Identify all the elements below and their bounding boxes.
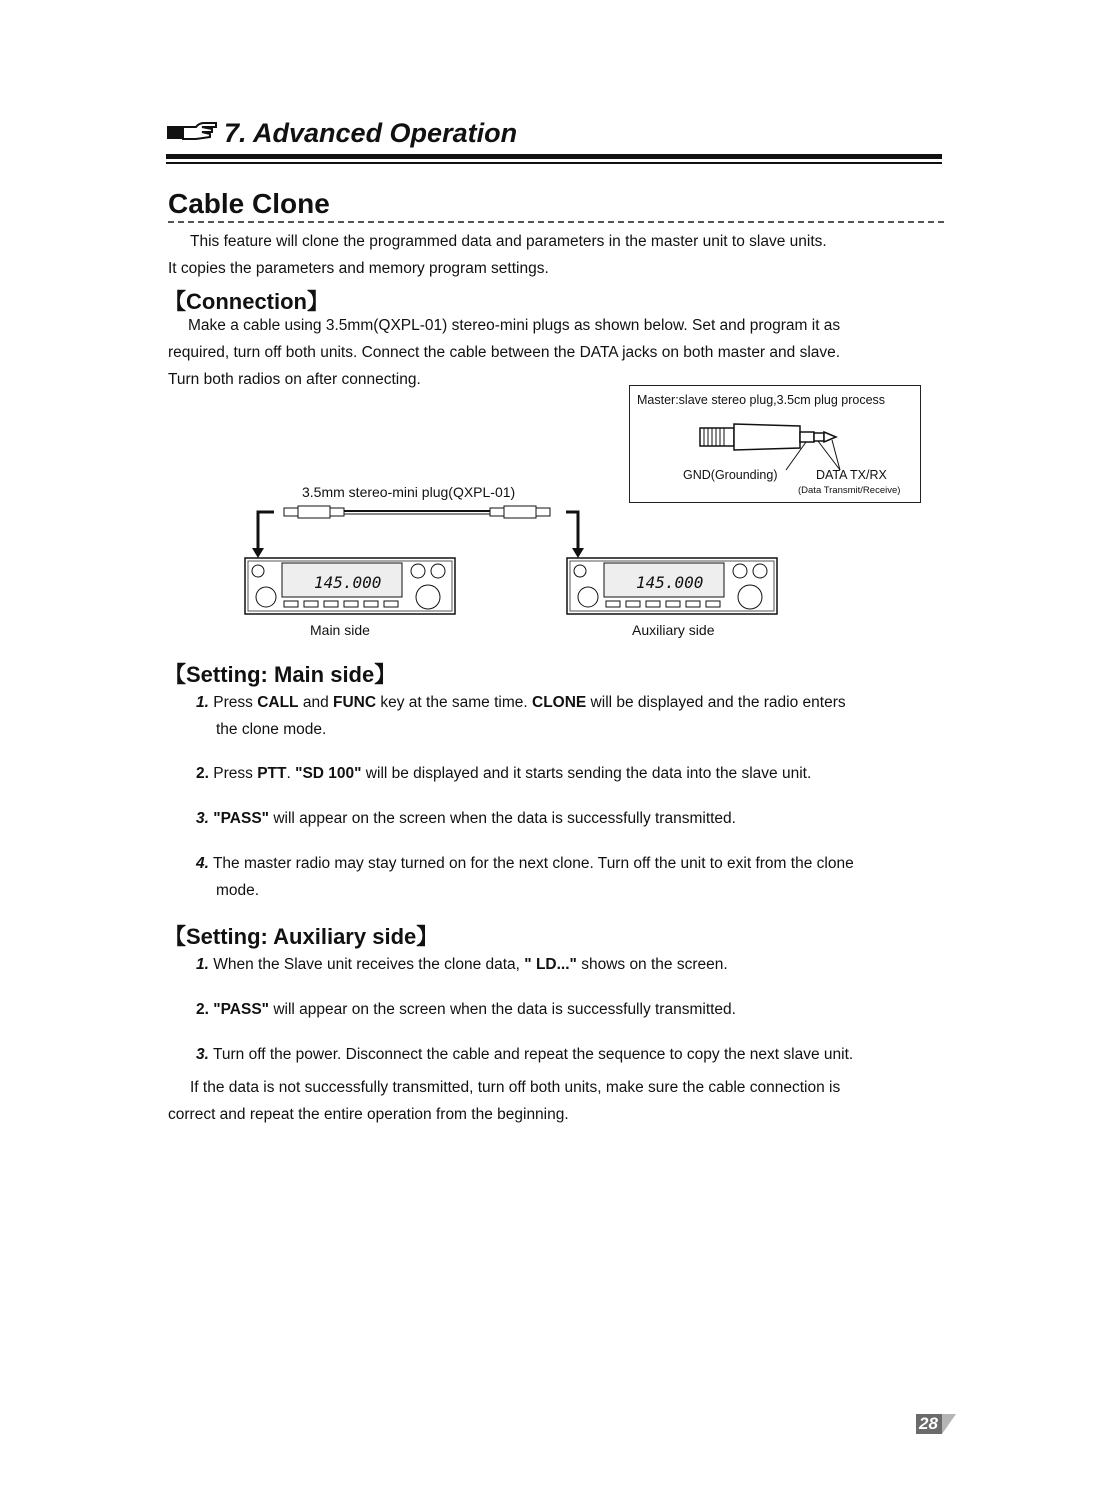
note-line: If the data is not successfully transmitted, turn off both units, make sure the cable connection is <box>190 1079 841 1096</box>
cable-label: 3.5mm stereo-mini plug(QXPL-01) <box>302 484 516 500</box>
page-number-text: 28 <box>919 1414 938 1433</box>
intro-paragraph <box>168 228 958 282</box>
aux-side-label: Auxiliary side <box>632 622 715 638</box>
section-divider <box>168 221 944 223</box>
header-rule <box>166 154 942 159</box>
main-step-3: 3. "PASS" will appear on the screen when the data is successfully transmitted. <box>196 810 736 827</box>
pointing-hand-icon <box>166 119 218 150</box>
intro-line: It copies the parameters and memory program settings. <box>168 260 549 277</box>
aux-radio <box>566 557 778 615</box>
data-sublabel: (Data Transmit/Receive) <box>798 485 901 496</box>
plug-box-title: Master:slave stereo plug,3.5cm plug process <box>637 393 886 407</box>
plug-diagram-box <box>629 385 921 503</box>
gnd-label: GND(Grounding) <box>683 468 778 482</box>
main-step-4: 4. The master radio may stay turned on for the next clone. Turn off the unit to exit from the clone mode. <box>196 855 854 899</box>
header-rule-thin <box>166 162 942 164</box>
connection-line: Make a cable using 3.5mm(QXPL-01) stereo-mini plugs as shown below. Set and program it as <box>188 317 841 334</box>
stereo-plug-icon <box>690 416 850 471</box>
page-number <box>916 1411 956 1437</box>
main-radio <box>244 557 456 615</box>
main-radio-display: 145.000 <box>314 573 382 592</box>
connection-paragraph <box>168 312 958 393</box>
aux-radio-display: 145.000 <box>636 573 704 592</box>
note-line: correct and repeat the entire operation from the beginning. <box>168 1106 569 1123</box>
aux-setting-heading: 【Setting: Auxiliary side】 <box>164 924 439 949</box>
main-step-2: 2. Press PTT. "SD 100" will be displayed and it starts sending the data into the slave unit. <box>196 765 812 782</box>
section-title: Cable Clone <box>168 188 330 219</box>
failure-note <box>168 1074 958 1128</box>
aux-step-3: 3. Turn off the power. Disconnect the cable and repeat the sequence to copy the next slave unit. <box>196 1046 854 1063</box>
main-side-label: Main side <box>310 622 370 638</box>
aux-step-2: 2. "PASS" will appear on the screen when the data is successfully transmitted. <box>196 1001 736 1018</box>
connection-heading: 【Connection】 <box>164 289 329 314</box>
main-setting-heading: 【Setting: Main side】 <box>164 662 397 687</box>
aux-step-1: 1. When the Slave unit receives the clone data, " LD..." shows on the screen. <box>196 956 728 973</box>
main-step-1: 1. Press CALL and FUNC key at the same time. CLONE will be displayed and the radio enters the clone mode. <box>196 694 846 738</box>
chapter-title-text: 7. Advanced Operation <box>224 118 518 148</box>
connection-line: Turn both radios on after connecting. <box>168 371 421 388</box>
chapter-title <box>166 118 517 150</box>
connection-line: required, turn off both units. Connect the cable between the DATA jacks on both master and slave. <box>168 344 841 361</box>
intro-line: This feature will clone the programmed data and parameters in the master unit to slave units. <box>190 233 827 250</box>
data-label: DATA TX/RX <box>816 468 887 482</box>
